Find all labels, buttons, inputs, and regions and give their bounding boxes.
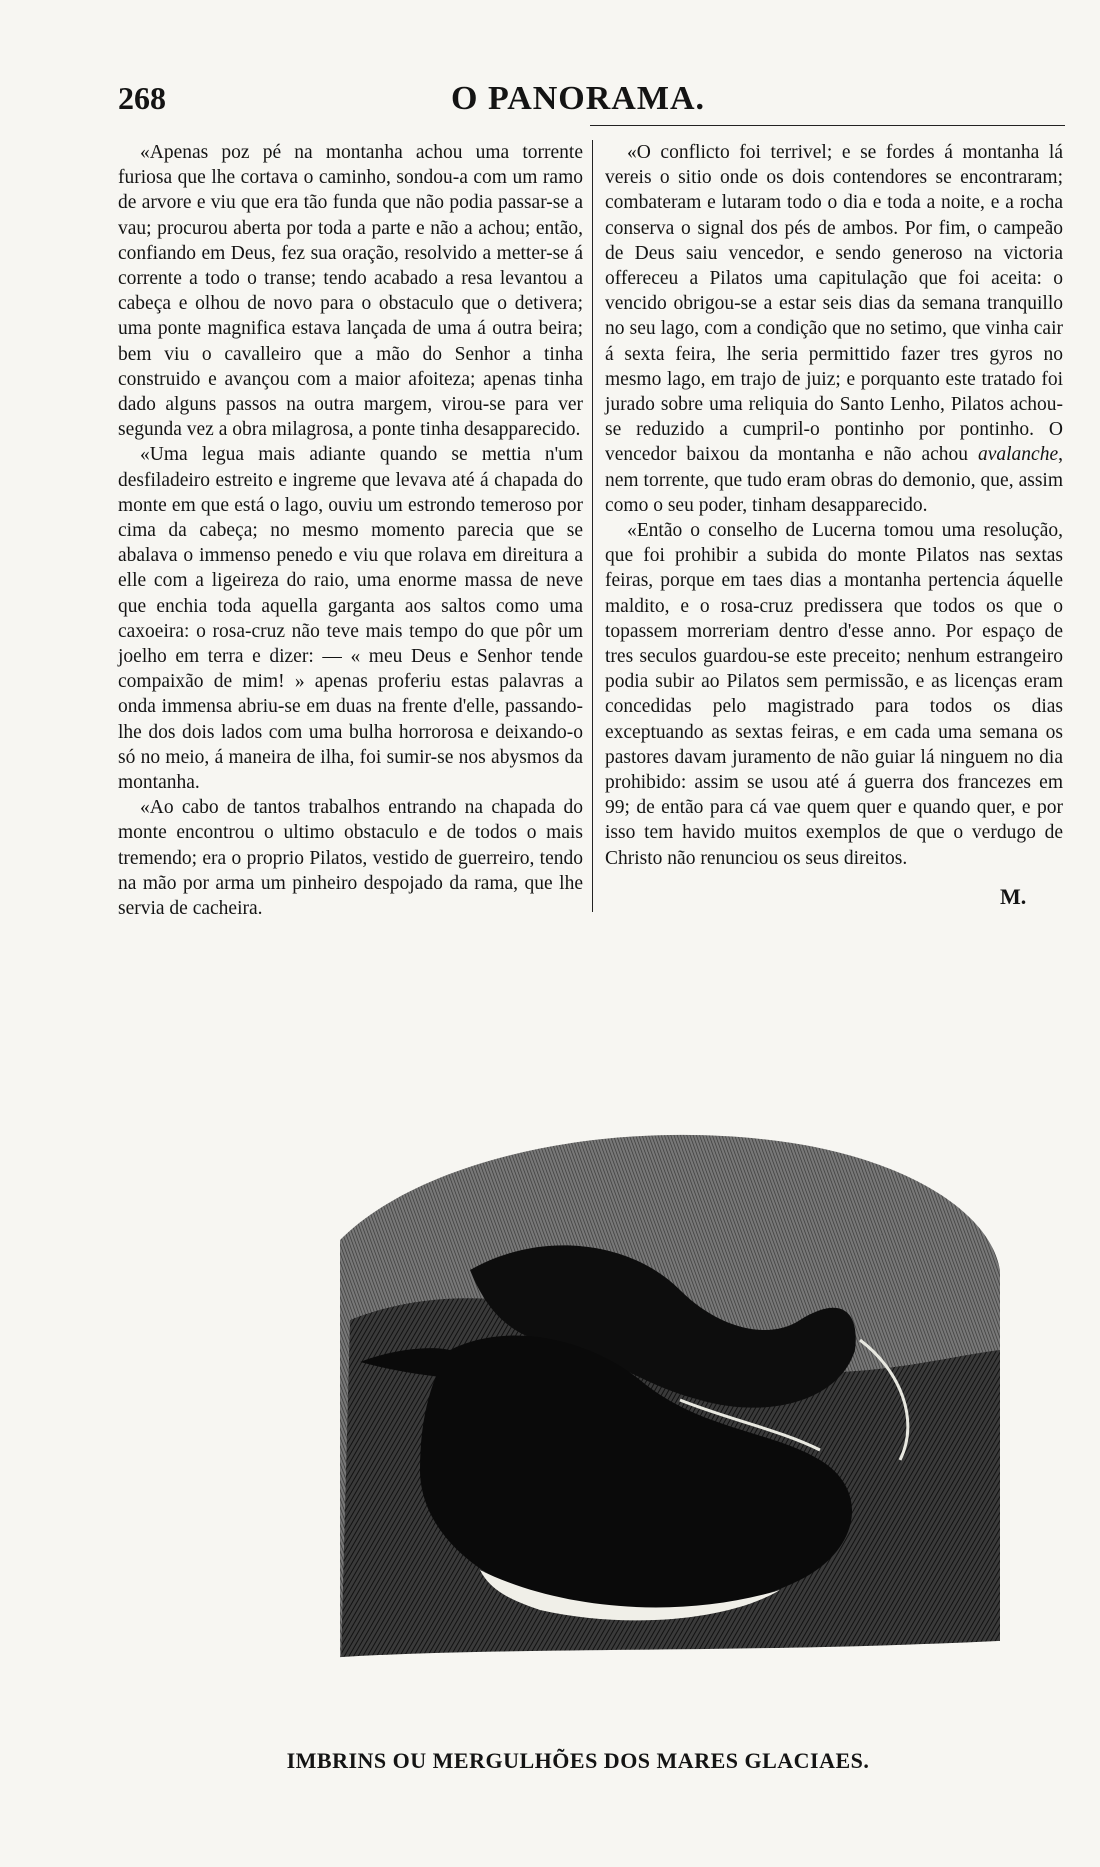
paragraph-text-end: , nem torrente, que tudo eram obras do demonio, que, assim como o seu poder, tinham desapparecido. xyxy=(605,444,1063,516)
page-number: 268 xyxy=(118,80,166,116)
paragraph: «Apenas poz pé na montanha achou uma torrente furiosa que lhe cortava o caminho, sondou-a com um ramo de arvore e viu que era tão funda que não podia passar-se a vau; procurou aberta por toda a parte e não a achou; então, confiando em Deus, fez sua oração, resolvido a metter-se á corrente a todo o transe; tendo acabado a resa levantou a cabeça e olhou de novo para o obstaculo que o detivera; uma ponte magnifica estava lançada de uma á outra beira; bem viu o cavalleiro que a mão do Senhor a tinha construido e avançou com a maior afoiteza; apenas tinha dado alguns passos na outra margem, virou-se para ver segunda vez a obra milagrosa, a ponte tinha desapparecido. xyxy=(118,142,583,441)
column-divider xyxy=(592,140,593,912)
italic-word: avalanche xyxy=(977,444,1059,466)
loon-engraving xyxy=(300,1100,1020,1730)
header-rule xyxy=(590,125,1065,126)
paragraph-text: «O conflicto foi terrivel; e se fordes á montanha lá vereis o sitio onde os dois contendores se encontraram; combateram e lutaram todo o dia e toda a noite, e a rocha conserva o signal dos pés de ambos. Por fim, o campeão de Deus saiu vencedor, e sendo generoso na victoria offereceu a Pilatos uma capitulação que foi aceita: o vencido obrigou-se a estar seis dias da semana tranquillo no seu lago, com a condição que no setimo, que vinha cair á sexta feira, lhe seria permittido fazer tres gyros no mesmo lago, em trajo de juiz; e porquanto este tratado foi jurado sobre uma reliquia do Santo Lenho, Pilatos achou-se reduzido a cumpril-o pontinho por pontinho. O vencedor baixou da montanha e não achou xyxy=(605,142,1063,466)
right-column xyxy=(605,140,1063,871)
paragraph: «Ao cabo de tantos trabalhos entrando na chapada do monte encontrou o ultimo obstaculo e de todos o mais tremendo; era o proprio Pilatos, vestido de guerreiro, tendo na mão por arma um pinheiro despojado da rama, que lhe servia de cacheira. xyxy=(118,797,583,920)
left-column xyxy=(118,140,583,921)
paragraph xyxy=(605,140,1063,518)
paragraph: «Então o conselho de Lucerna tomou uma resolução, que foi prohibir a subida do monte Pilatos nas sextas feiras, porque em taes dias a montanha pertencia áquelle maldito, e o rosa-cruz predissera que todos os que o topassem morreriam dentro d'esse anno. Por espaço de tres seculos guardou-se este preceito; nenhum estrangeiro podia subir ao Pilatos sem permissão, e as licenças eram concedidas pelo magistrado para todos os dias exceptuando as sextas feiras, e em cada uma semana os pastores davam juramento de não guiar lá ninguem no dia prohibido: assim se usou até á guerra dos francezes em 99; de então para cá vae quem quer e quando quer, e por isso tem havido muitos exemplos de que o verdugo de Christo não renunciou os seus direitos. xyxy=(605,520,1063,869)
journal-title: O PANORAMA. xyxy=(451,80,705,117)
paragraph: «Uma legua mais adiante quando se mettia n'um desfiladeiro estreito e ingreme que levava até á chapada do monte em que está o lago, ouviu um estrondo temeroso por cima da cabeça; no mesmo momento parecia que se abalava o immenso penedo e viu que rolava em direitura a elle com a ligeireza do raio, uma enorme massa de neve que enchia toda aquella garganta aos saltos como uma caxoeira: o rosa-cruz não teve mais tempo do que pôr um joelho em terra e dizer: — « meu Deus e Senhor tende compaixão de mim! » apenas proferiu estas palavras a onda immensa abriu-se em duas na frente d'elle, passando-lhe dos dois lados com uma bulha horrorosa e deixando-o só no meio, á maneira de ilha, foi sumir-se nos abysmos da montanha. xyxy=(118,444,583,794)
page-header xyxy=(118,80,1038,130)
illustration-caption: IMBRINS OU MERGULHÕES DOS MARES GLACIAES. xyxy=(286,1748,870,1773)
author-signature: M. xyxy=(1000,884,1027,909)
